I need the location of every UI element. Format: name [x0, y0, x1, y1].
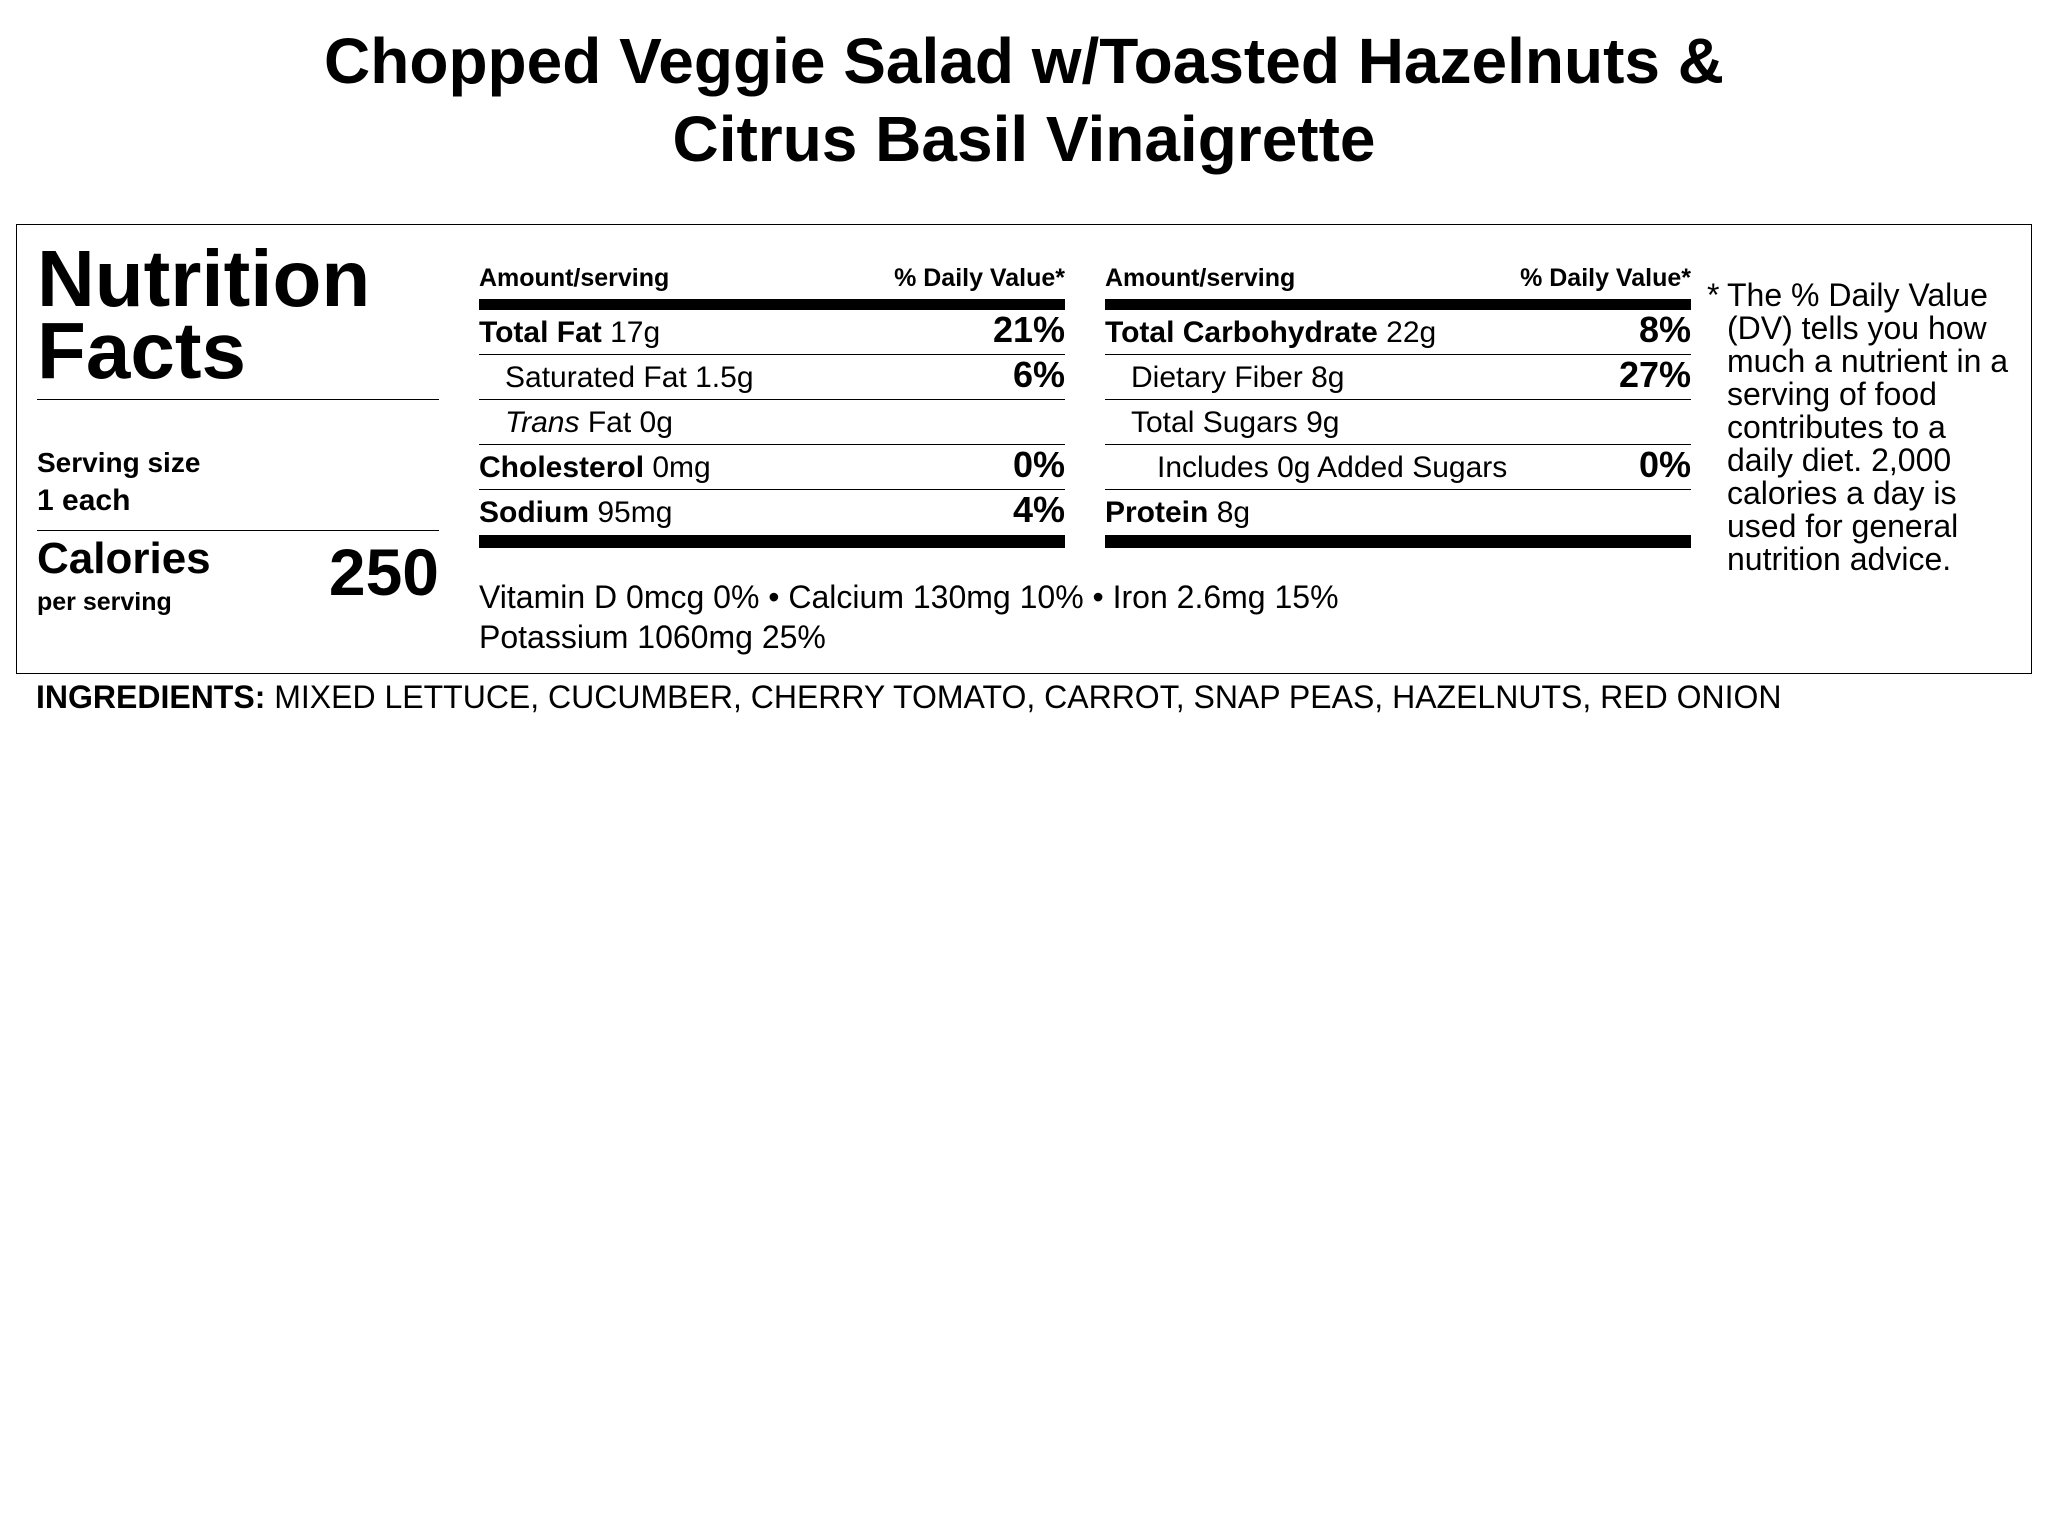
- calories-per-serving: per serving: [37, 588, 172, 616]
- nutrient-dv: 0%: [1638, 444, 1691, 485]
- product-title-line1: Chopped Veggie Salad w/Toasted Hazelnuts &: [324, 25, 1724, 97]
- nutrient-dv: 8%: [1638, 309, 1691, 350]
- ingredients-statement: [36, 674, 1781, 720]
- nutrient-name-italic: Trans: [505, 406, 580, 439]
- nutrient-row-total-sugars: [1105, 400, 1691, 445]
- daily-value-header: % Daily Value*: [1520, 264, 1691, 292]
- nutrient-row-sodium: [479, 490, 1065, 535]
- nutrition-facts-heading: [37, 234, 439, 395]
- serving-size: [37, 444, 439, 520]
- micronutrients-line1: Vitamin D 0mcg 0% • Calcium 130mg 10% • Iron 2.6mg 15%: [479, 579, 1339, 615]
- nutrient-name: Fat: [587, 406, 632, 439]
- thick-divider-bottom: [479, 535, 1065, 548]
- nutrient-amount: 8g: [1311, 361, 1345, 394]
- nutrient-name: Cholesterol: [479, 451, 645, 484]
- nutrient-dv: 21%: [992, 309, 1065, 350]
- nutrient-amount: 22g: [1386, 316, 1437, 349]
- column-header: [479, 265, 1065, 291]
- nutrition-facts-label: [16, 224, 2032, 674]
- nutrient-dv: 4%: [1012, 489, 1065, 530]
- amount-per-serving-header: Amount/serving: [1105, 264, 1296, 292]
- nutrient-row-added-sugars: [1105, 445, 1691, 490]
- nutrient-name: Includes 0g Added Sugars: [1157, 451, 1508, 484]
- nutrient-row-saturated-fat: [479, 355, 1065, 400]
- thick-divider-bottom: [1105, 535, 1691, 548]
- nutrient-name: Dietary Fiber: [1131, 361, 1303, 394]
- footnote-asterisk: *: [1707, 277, 1720, 313]
- footnote-text: The % Daily Value (DV) tells you how much a nutrient in a serving of food contributes to a daily diet. 2,000 calories a day is used for general nutrition advice.: [1727, 277, 2009, 577]
- product-title: [0, 22, 2048, 178]
- nutrient-name: Total Carbohydrate: [1105, 316, 1378, 349]
- nutrient-row-trans-fat: [479, 400, 1065, 445]
- nutrient-row-dietary-fiber: [1105, 355, 1691, 400]
- ingredients-list: MIXED LETTUCE, CUCUMBER, CHERRY TOMATO, CARROT, SNAP PEAS, HAZELNUTS, RED ONION: [265, 679, 1782, 715]
- nutrient-column-left: [479, 265, 1065, 548]
- calories-value: 250: [328, 535, 439, 609]
- nutrient-column-right: [1105, 265, 1691, 548]
- heading-divider: [37, 399, 439, 400]
- amount-per-serving-header: Amount/serving: [479, 264, 670, 292]
- heading-line2: Facts: [37, 306, 246, 395]
- nutrient-dv: 0%: [1012, 444, 1065, 485]
- serving-size-label: Serving size: [37, 447, 201, 478]
- nutrient-amount: 8g: [1216, 496, 1251, 529]
- ingredients-label: INGREDIENTS:: [36, 679, 266, 715]
- nutrient-name: Protein: [1105, 496, 1209, 529]
- serving-size-value: 1 each: [37, 484, 131, 517]
- nutrient-dv: 27%: [1618, 354, 1691, 395]
- nutrient-amount: 9g: [1306, 406, 1340, 439]
- nutrient-name: Total Sugars: [1131, 406, 1298, 439]
- nutrient-row-cholesterol: [479, 445, 1065, 490]
- heading-line1: Nutrition: [37, 234, 371, 323]
- nutrient-row-total-carbohydrate: [1105, 310, 1691, 355]
- nutrient-amount: 0mg: [652, 451, 711, 484]
- nutrient-row-total-fat: [479, 310, 1065, 355]
- nutrient-row-protein: [1105, 490, 1691, 535]
- nutrient-amount: 1.5g: [695, 361, 754, 394]
- thick-divider: [1105, 299, 1691, 310]
- calories-label: Calories: [37, 534, 211, 583]
- nutrient-name: Total Fat: [479, 316, 602, 349]
- nutrient-amount: 17g: [610, 316, 661, 349]
- micronutrients: [479, 577, 1339, 657]
- nutrient-dv: 6%: [1012, 354, 1065, 395]
- micronutrients-line2: Potassium 1060mg 25%: [479, 619, 826, 655]
- thick-divider: [479, 299, 1065, 310]
- nutrient-amount: 95mg: [597, 496, 673, 529]
- nutrient-amount: 0g: [639, 406, 673, 439]
- daily-value-header: % Daily Value*: [894, 264, 1065, 292]
- nutrient-name: Saturated Fat: [505, 361, 687, 394]
- column-header: [1105, 265, 1691, 291]
- product-title-line2: Citrus Basil Vinaigrette: [672, 103, 1376, 175]
- nutrient-name: Sodium: [479, 496, 589, 529]
